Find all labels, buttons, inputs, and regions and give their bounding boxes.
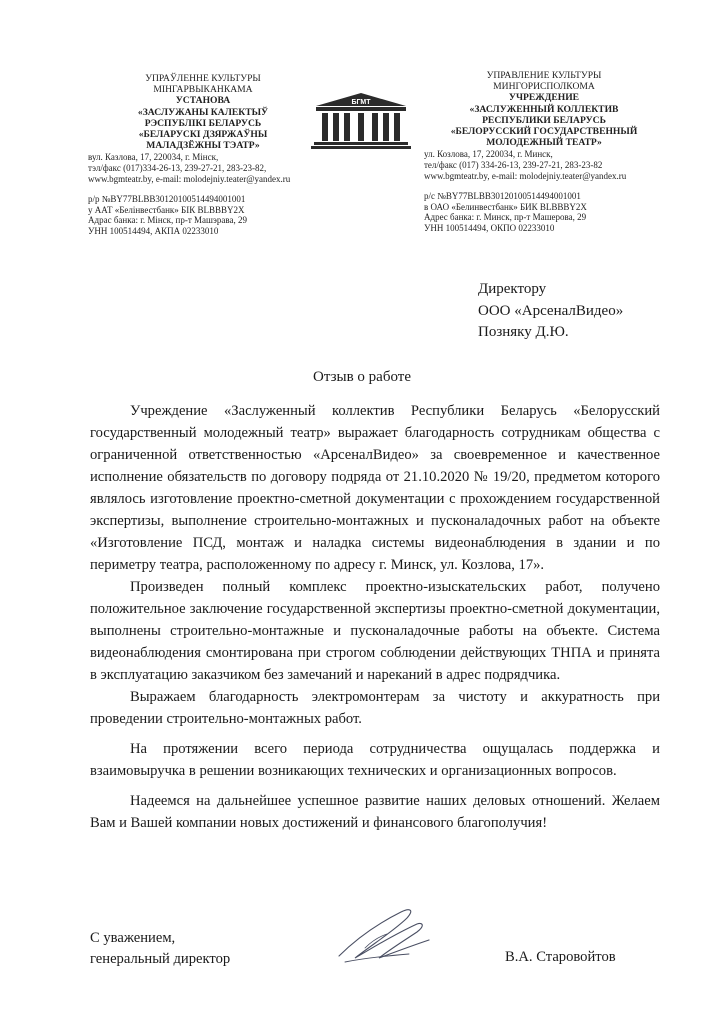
bank-line: УНН 100514494, АКПА 02233010 bbox=[88, 225, 219, 236]
closing-line: С уважением, bbox=[90, 930, 176, 946]
address-line: вул. Казлова, 17, 220034, г. Мінск, bbox=[88, 152, 219, 163]
body-paragraph: Выражаем благодарность электромонтерам за чистоту и аккуратность при проведении строительно-монтажных работ. bbox=[90, 689, 660, 727]
letterhead-right-line: УПРАВЛЕНИЕ КУЛЬТУРЫ bbox=[486, 70, 602, 81]
body-paragraph: Учреждение «Заслуженный коллектив Республики Беларусь «Белорусский государственный молодежный театр» выражает благодарность сотрудникам общества с ограниченной ответственностью «АрсеналВидео» за своевременное и качественное исполнение обязательств по договору подряда от 21.10.2020 № 19/20, предметом которого являлось изготовление проектно-сметной документации с прохождением государственной экспертизы, выполнение строительно-монтажных и пусконаладочных работ на объекте «Изготовление ПСД, монтаж и наладка системы видеонаблюдения в здании и по периметру театра, расположенному по адресу г. Минск, ул. Козлова, 17». bbox=[90, 403, 660, 573]
closing-line: генеральный директор bbox=[90, 951, 231, 967]
letterhead-right-bank bbox=[424, 191, 664, 233]
address-line: ул. Козлова, 17, 220034, г. Минск, bbox=[424, 149, 553, 160]
body-paragraph: Произведен полный комплекс проектно-изыскательских работ, получено положительное заключение государственной экспертизы проектно-сметной документации, выполнены строительно-монтажные и пусконаладочные работы на объекте. Система видеонаблюдения смонтирована при строгом соблюдении действующих ТНПА и принята в эксплуатацию заказчиком без замечаний и нареканий в адрес подрядчика. bbox=[90, 579, 660, 683]
letterhead-left-address bbox=[88, 152, 318, 184]
letterhead-left bbox=[88, 73, 318, 237]
letterhead-right-line: УЧРЕЖДЕНИЕ bbox=[508, 92, 580, 104]
addressee-block bbox=[478, 279, 623, 344]
address-line: тэл/факс (017)334-26-13, 239-27-21, 283-23-82, bbox=[88, 163, 267, 174]
bank-line: Адрас банка: г. Мінск, пр-т Машэрава, 29 bbox=[88, 215, 247, 226]
letterhead-left-line: РЭСПУБЛІКІ БЕЛАРУСЬ bbox=[144, 117, 262, 129]
addressee-line: ООО «АрсеналВидео» bbox=[478, 302, 624, 319]
letterhead-right-org bbox=[424, 70, 664, 148]
letterhead-right-line: «ЗАСЛУЖЕННЫЙ КОЛЛЕКТИВ bbox=[469, 103, 619, 115]
address-line: www.bgmteatr.by, e-mail: molodejniy.teater@yandex.ru bbox=[88, 173, 291, 184]
letterhead-left-line: УСТАНОВА bbox=[175, 95, 231, 107]
closing-block bbox=[90, 928, 230, 970]
letterhead-left-line: «ЗАСЛУЖАНЫ КАЛЕКТЫЎ bbox=[137, 106, 269, 118]
letterhead-left-line: «БЕЛАРУСКІ ДЗЯРЖАЎНЫ bbox=[138, 129, 268, 141]
letterhead-left-line: УПРАЎЛЕННЕ КУЛЬТУРЫ bbox=[145, 73, 261, 84]
letter-body bbox=[90, 400, 660, 834]
logo-text: БГМТ bbox=[351, 99, 371, 106]
bank-line: УНН 100514494, ОКПО 02233010 bbox=[424, 222, 555, 233]
bank-line: Адрес банка: г. Минск, пр-т Машерова, 29 bbox=[424, 212, 587, 223]
theatre-logo bbox=[308, 92, 414, 150]
letterhead-right-line: «БЕЛОРУССКИЙ ГОСУДАРСТВЕННЫЙ bbox=[450, 126, 638, 138]
address-line: тел/факс (017) 334-26-13, 239-27-21, 283-23-82 bbox=[424, 160, 603, 171]
body-paragraph: На протяжении всего периода сотрудничества ощущалась поддержка и взаимовыручка в решении возникающих технических и организационных вопросов. bbox=[90, 741, 660, 779]
letterhead-right-line: МИНГОРИСПОЛКОМА bbox=[493, 81, 595, 93]
bank-line: в ОАО «Белинвестбанк» БИК BLBBBY2X bbox=[424, 201, 587, 212]
bank-line: р/р №BY77BLBB30120100514494001001 bbox=[88, 194, 246, 205]
document-title: Отзыв о работе bbox=[313, 369, 411, 385]
body-paragraph: Надеемся на дальнейшее успешное развитие наших деловых отношений. Желаем Вам и Вашей компании новых достижений и финансового благополучия! bbox=[90, 793, 660, 831]
bank-line: р/с №BY77BLBB30120100514494001001 bbox=[424, 191, 581, 202]
handwritten-signature bbox=[325, 900, 445, 972]
letterhead-right-line: МОЛОДЕЖНЫЙ ТЕАТР» bbox=[486, 137, 602, 149]
addressee-line: Позняку Д.Ю. bbox=[478, 324, 569, 340]
letterhead-right bbox=[424, 70, 664, 234]
letterhead-left-line: МАЛАДЗЁЖНЫ ТЭАТР» bbox=[146, 140, 260, 152]
letterhead-right-line: РЕСПУБЛИКИ БЕЛАРУСЬ bbox=[482, 114, 606, 126]
addressee-line: Директору bbox=[478, 281, 547, 297]
signer-name: В.А. Старовойтов bbox=[505, 949, 616, 965]
address-line: www.bgmteatr.by, e-mail: molodejniy.teater@yandex.ru bbox=[424, 170, 627, 181]
letterhead-right-address bbox=[424, 149, 664, 181]
letterhead-left-org bbox=[88, 73, 318, 151]
letterhead-left-bank bbox=[88, 194, 318, 236]
letterhead-left-line: МІНГАРВЫКАНКАМА bbox=[153, 84, 253, 96]
bank-line: у ААТ «Белінвестбанк» БІК BLBBBY2X bbox=[88, 204, 245, 215]
